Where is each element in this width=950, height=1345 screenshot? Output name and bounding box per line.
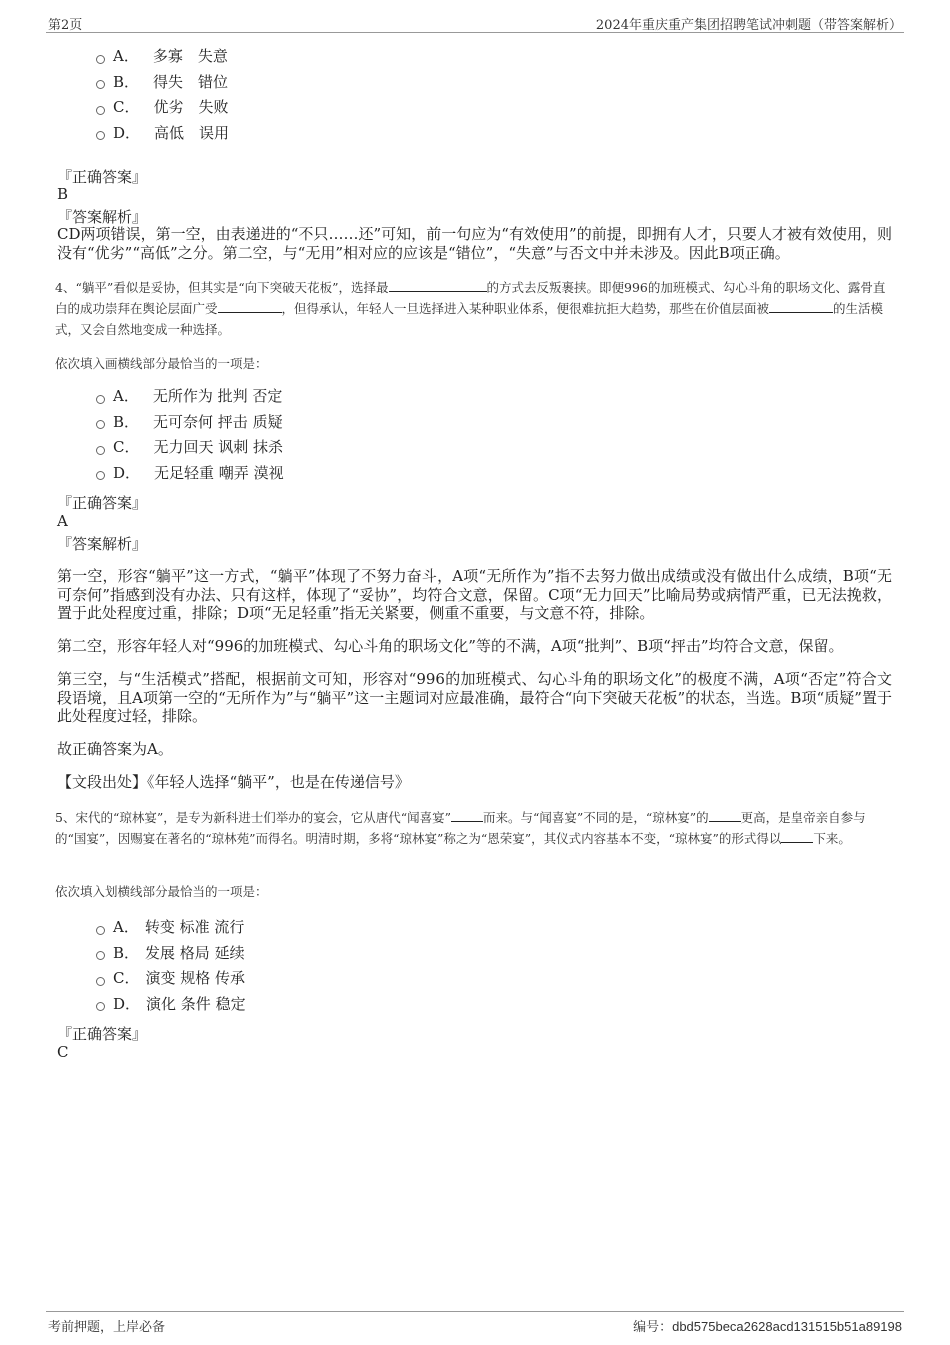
blank-line	[781, 830, 813, 843]
radio-icon[interactable]	[96, 446, 105, 455]
q4-options	[96, 384, 284, 486]
q3-option-b[interactable]: B． 得失 错位	[96, 70, 229, 96]
radio-icon[interactable]	[96, 420, 105, 429]
radio-icon[interactable]	[96, 471, 105, 480]
q3-option-a[interactable]: A． 多寡 失意	[96, 44, 229, 70]
q4-option-d[interactable]: D． 无足轻重 嘲弄 漠视	[96, 461, 284, 487]
q5-prompt: 依次填入划横线部分最恰当的一项是：	[55, 884, 268, 899]
q5-option-d[interactable]: D． 演化 条件 稳定	[96, 992, 246, 1018]
radio-icon[interactable]	[96, 926, 105, 935]
q5-option-b[interactable]: B． 发展 格局 延续	[96, 941, 246, 967]
radio-icon[interactable]	[96, 951, 105, 960]
page-number: 第2页	[48, 18, 83, 33]
q5-option-c[interactable]: C． 演变 规格 传承	[96, 966, 246, 992]
q5-answer: C	[57, 1043, 69, 1061]
q3-answer-label: 『正确答案』	[57, 168, 148, 186]
q4-question: 4、“躺平”看似是妥协，但其实是“向下突破天花板”，选择最 的方式去反叛裹挟。即便996的加班模式、勾心斗角的职场文化、露骨直白的成功崇拜在舆论层面广受 ，但得承认，年轻人一旦选择进入某种职业体系，便很难抗拒大趋势，那些在价值层面被 的生活模式，又会自然地变成一种选择。	[55, 280, 886, 337]
q4-analysis-label: 『答案解析』	[57, 535, 148, 553]
q3-option-c[interactable]: C． 优劣 失败	[96, 95, 229, 121]
q3-option-d[interactable]: D． 高低 误用	[96, 121, 229, 147]
q5-option-a[interactable]: A． 转变 标准 流行	[96, 915, 246, 941]
page-footer	[46, 1311, 904, 1334]
document-code: 编号：dbd575beca2628acd131515b51a89198	[633, 1319, 902, 1335]
q5-options	[96, 915, 246, 1017]
radio-icon[interactable]	[96, 55, 105, 64]
q4-analysis-p2: 第二空，形容年轻人对“996的加班模式、勾心斗角的职场文化”等的不满，A项“批判”、B项“抨击”均符合文意，保留。	[57, 637, 844, 655]
q4-analysis-p3: 第三空，与“生活模式”搭配，根据前文可知，形容对“996的加班模式、勾心斗角的职场文化”的极度不满，A项“否定”符合文段语境，且A项第一空的“无所作为”与“躺平”这一主题词对应最准确，最符合“向下突破天花板”的状态，当选。B项“质疑”置于此处程度过轻，排除。	[57, 670, 892, 725]
q3-analysis-label: 『答案解析』	[57, 208, 148, 226]
document-title: 2024年重庆重产集团招聘笔试冲刺题（带答案解析）	[595, 18, 902, 33]
blank-line	[218, 300, 282, 313]
radio-icon[interactable]	[96, 131, 105, 140]
q4-option-c[interactable]: C． 无力回天 讽刺 抹杀	[96, 435, 284, 461]
q5-answer-label: 『正确答案』	[57, 1025, 148, 1043]
blank-line	[451, 809, 483, 822]
q4-analysis-p4: 故正确答案为A。	[57, 740, 173, 758]
q4-answer-label: 『正确答案』	[57, 494, 148, 512]
q4-answer: A	[57, 512, 68, 530]
radio-icon[interactable]	[96, 1002, 105, 1011]
radio-icon[interactable]	[96, 80, 105, 89]
q4-option-a[interactable]: A． 无所作为 批判 否定	[96, 384, 284, 410]
radio-icon[interactable]	[96, 395, 105, 404]
blank-line	[769, 300, 833, 313]
blank-line	[709, 809, 741, 822]
radio-icon[interactable]	[96, 106, 105, 115]
blank-line	[389, 279, 487, 292]
page-header	[46, 14, 904, 33]
q5-question: 5、宋代的“琼林宴”，是专为新科进士们举办的宴会，它从唐代“闻喜宴” 而来。与“闻喜宴”不同的是，“琼林宴”的 更高，是皇帝亲自参与的“国宴”，因赐宴在著名的“琼林苑”而得名。明清时期，多将“琼林宴”称之为“恩荣宴”，其仪式内容基本不变，“琼林宴”的形式得以 下来。	[55, 810, 866, 846]
footer-slogan: 考前押题，上岸必备	[48, 1320, 166, 1335]
radio-icon[interactable]	[96, 977, 105, 986]
q4-analysis-p1: 第一空，形容“躺平”这一方式，“躺平”体现了不努力奋斗，A项“无所作为”指不去努力做出成绩或没有做出什么成绩，B项“无可奈何”指感到没有办法、只有这样，体现了“妥协”，均符合文意，保留。C项“无力回天”比喻局势或病情严重，已无法挽救，置于此处程度过重，排除；D项“无足轻重”指无关紧要，侧重不重要，与文意不符，排除。	[57, 567, 892, 622]
q4-source: 【文段出处】《年轻人选择“躺平”，也是在传递信号》	[57, 773, 410, 791]
q4-option-b[interactable]: B． 无可奈何 抨击 质疑	[96, 410, 284, 436]
q3-analysis: CD两项错误，第一空，由表递进的“不只……还”可知，前一句应为“有效使用”的前提，即拥有人才，只要人才被有效使用，则没有“优劣”“高低”之分。第二空，与“无用”相对应的应该是“错位”，“失意”与否文中并未涉及。因此B项正确。	[57, 225, 892, 262]
q3-answer: B	[57, 185, 69, 203]
q4-prompt: 依次填入画横线部分最恰当的一项是：	[55, 356, 268, 371]
q3-options	[96, 44, 229, 146]
